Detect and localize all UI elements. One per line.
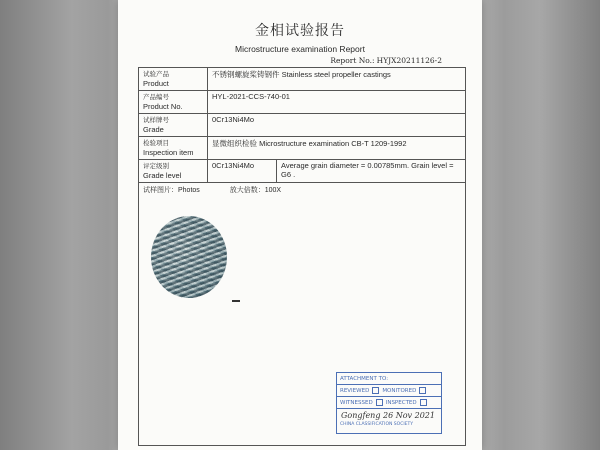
row-value: HYL-2021-CCS-740-01: [208, 91, 466, 114]
report-title-cn: 金相试验报告: [255, 23, 345, 39]
stamp-office: CHINA CLASSIFICATION SOCIETY: [340, 422, 414, 427]
stamp-row: [337, 397, 441, 409]
row-label-en: Inspection item: [143, 148, 194, 157]
table-row: [139, 137, 466, 160]
inspection-stamp: [336, 372, 442, 434]
row-label: [139, 137, 208, 160]
report-title-en: Microstructure examination Report: [235, 44, 365, 54]
row-label-en: Grade: [143, 125, 164, 134]
row-value: 不锈钢螺旋桨铸钢件 Stainless steel propeller castings: [208, 68, 466, 91]
table-row: [139, 160, 466, 183]
report-number-label: Report No.:: [330, 56, 375, 65]
signature-text: Gongfeng: [341, 411, 381, 420]
stamp-witnessed: WITNESSED: [340, 399, 373, 406]
row-label-cn: 试样牌号: [143, 116, 169, 124]
stamp-reviewed: REVIEWED: [340, 387, 370, 394]
stamp-signature: [337, 409, 441, 422]
row-label-en: Product: [143, 79, 169, 88]
row-label: [139, 91, 208, 114]
magnification: 放大倍数：100X: [229, 187, 282, 194]
row-label-en: Grade level: [143, 171, 182, 180]
table-row: [139, 68, 466, 91]
row-value: 显微组织检验 Microstructure examination CB-T 1209-1992: [208, 137, 466, 160]
table-row: [139, 91, 466, 114]
checkbox-icon: [420, 399, 427, 406]
checkbox-icon: [419, 387, 426, 394]
micrograph-image: [151, 216, 227, 298]
row-label-en: Product No.: [143, 102, 183, 111]
checkbox-icon: [376, 399, 383, 406]
row-label-cn: 产品编号: [143, 93, 169, 101]
row-label: [139, 114, 208, 137]
row-label-cn: 检验项目: [143, 139, 169, 147]
row-label: [139, 68, 208, 91]
scale-bar: [232, 300, 240, 302]
report-number-value: HYJX20211126-2: [376, 56, 442, 65]
stamp-row: [337, 385, 441, 397]
grade-value: 0Cr13Ni4Mo: [208, 160, 277, 183]
row-value: 0Cr13Ni4Mo: [208, 114, 466, 137]
checkbox-icon: [372, 387, 379, 394]
row-label-cn: 试验产品: [143, 70, 169, 78]
stamp-monitored: MONITORED: [382, 387, 417, 394]
stamp-inspected: INSPECTED: [385, 399, 417, 406]
table-row: [139, 114, 466, 137]
stamp-date: 26 Nov 2021: [383, 411, 435, 420]
row-label: [139, 160, 208, 183]
row-label-cn: 评定级别: [143, 162, 169, 170]
report-document: [118, 0, 482, 450]
photos-header: [143, 185, 281, 195]
report-number: [330, 56, 442, 65]
stamp-attachment: ATTACHMENT TO:: [337, 373, 441, 385]
photos-label: 试样图片：Photos: [143, 187, 200, 194]
grain-result: Average grain diameter = 0.00785mm. Grain level = G6 .: [277, 160, 466, 183]
